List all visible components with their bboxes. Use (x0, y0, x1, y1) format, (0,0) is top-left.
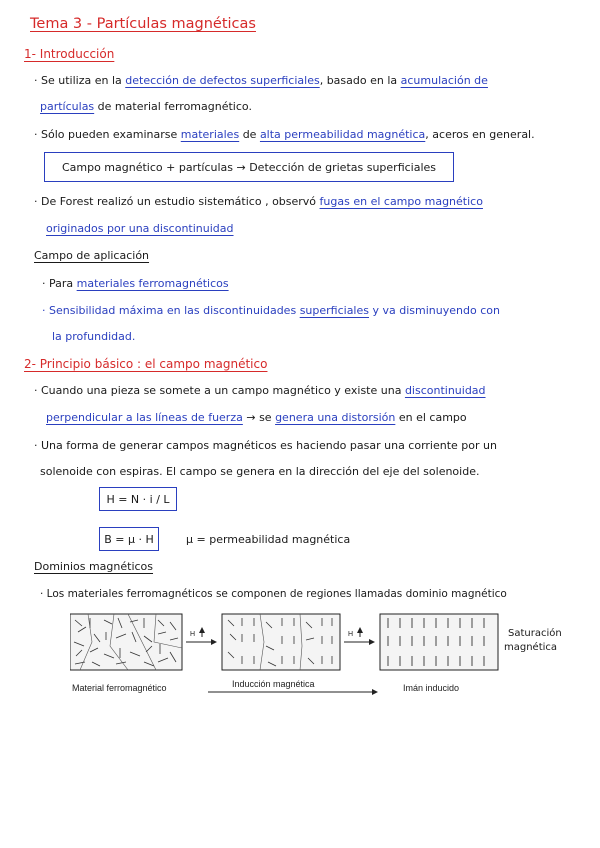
text-highlight: alta permeabilidad magnética (259, 128, 426, 141)
principle-bullet-1-line-1 (34, 384, 486, 398)
intro-bullet-1-line-2 (40, 100, 252, 114)
saturation-label-line-1: Saturación (508, 628, 562, 639)
text-highlight: discontinuidad (404, 384, 486, 397)
text-highlight: · Sensibilidad máxima en las discontinuidades (42, 304, 297, 317)
field-arrow-2 (344, 628, 374, 642)
panel-induced-magnet (380, 614, 498, 670)
text: , aceros en general. (425, 128, 535, 141)
principle-bullet-1-line-2 (46, 411, 467, 425)
campo-bullet-2-line-2: la profundidad. (52, 330, 136, 343)
text-highlight: superficiales (299, 304, 369, 317)
campo-bullet-1 (42, 277, 229, 291)
campo-heading: Campo de aplicación (34, 249, 150, 262)
text: , basado en la (319, 74, 398, 87)
text: · Cuando una pieza se somete a un campo magnético y existe una (34, 384, 402, 397)
dominios-heading: Dominios magnéticos (34, 560, 154, 573)
text-highlight: detección de defectos superficiales (125, 74, 320, 87)
text: de (242, 128, 257, 141)
text-highlight: fugas en el campo magnético (319, 195, 483, 208)
label-ferromagnetic-material: Material ferromagnético (72, 683, 167, 693)
h-label-2: H (348, 631, 354, 638)
text-highlight: acumulación de (400, 74, 488, 87)
text: · Sólo pueden examinarse (34, 128, 178, 141)
section-1-heading: 1- Introducción (24, 47, 115, 61)
principle-bullet-2-line-1: · Una forma de generar campos magnéticos es haciendo pasar una corriente por un (34, 439, 497, 452)
formula-b: B = μ · H (104, 532, 154, 546)
campo-bullet-2-line-1 (42, 304, 500, 318)
label-magnetic-induction: Inducción magnética (232, 679, 315, 689)
formula-b-box (99, 527, 159, 551)
text: → se (246, 411, 272, 424)
text: en el campo (398, 411, 467, 424)
formula-h-box (99, 487, 177, 511)
key-concept-text: Campo magnético + partículas → Detección de grietas superficiales (61, 160, 437, 174)
intro-bullet-3-line-1 (34, 195, 483, 209)
text-highlight: partículas (40, 100, 95, 113)
h-label-1: H (190, 631, 196, 638)
panel-ferromagnetic-material (70, 614, 182, 670)
text: · Se utiliza en la (34, 74, 122, 87)
panel-magnetic-induction (222, 614, 340, 670)
text-highlight: materiales (180, 128, 240, 141)
intro-bullet-3-line-2: originados por una discontinuidad (46, 222, 234, 235)
field-arrow-1 (186, 628, 216, 642)
page-title: Tema 3 - Partículas magnéticas (30, 16, 256, 32)
text-highlight: materiales ferromagnéticos (76, 277, 229, 290)
key-concept-box (44, 152, 454, 182)
saturation-label-line-2: magnética (504, 642, 558, 653)
intro-bullet-2 (34, 128, 535, 142)
text-highlight: y va disminuyendo con (372, 304, 500, 317)
text: · Para (42, 277, 74, 290)
intro-bullet-1-line-1 (34, 74, 488, 88)
magnetic-domains-figure (70, 612, 500, 672)
dominios-bullet-1: · Los materiales ferromagnéticos se componen de regiones llamadas dominio magnético (40, 588, 507, 600)
mu-definition: μ = permeabilidad magnética (186, 533, 351, 546)
principle-bullet-2-line-2: solenoide con espiras. El campo se genera en la dirección del eje del solenoide. (40, 465, 480, 478)
text: · De Forest realizó un estudio sistemático , observó (34, 195, 317, 208)
text-highlight: perpendicular a las líneas de fuerza (46, 411, 243, 424)
text: de material ferromagnético. (97, 100, 252, 113)
text-highlight: genera una distorsión (275, 411, 396, 424)
formula-h: H = N · i / L (106, 492, 170, 506)
label-induced-magnet: Imán inducido (403, 683, 460, 693)
section-2-heading: 2- Principio básico : el campo magnético (24, 357, 268, 371)
induction-arrow (208, 688, 378, 696)
